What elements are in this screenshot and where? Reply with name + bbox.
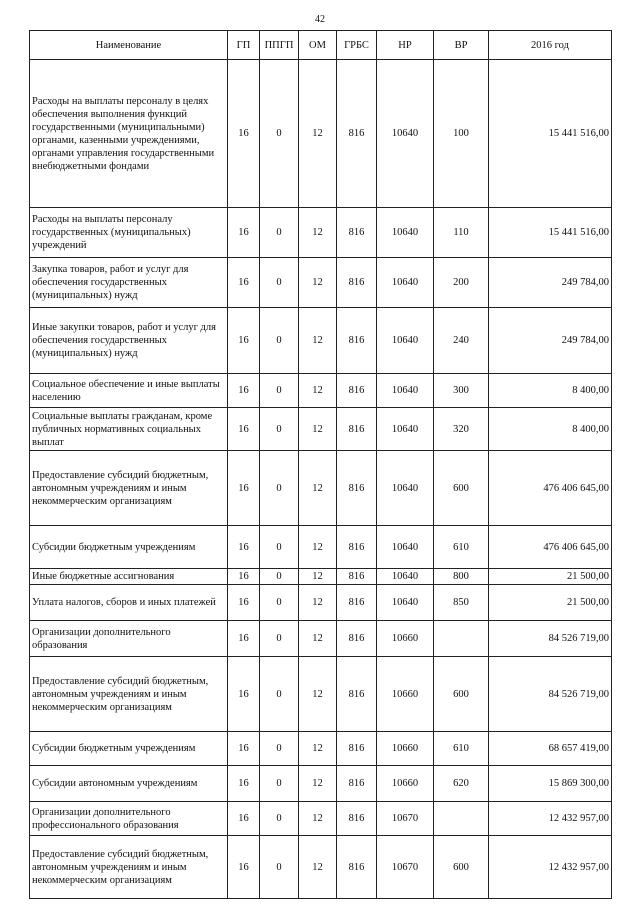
cell-ppgp: 0 bbox=[260, 766, 299, 802]
table-row bbox=[30, 408, 612, 451]
cell-grbs: 816 bbox=[337, 526, 377, 569]
table-header-row bbox=[30, 31, 612, 60]
cell-ppgp: 0 bbox=[260, 836, 299, 899]
cell-ppgp: 0 bbox=[260, 258, 299, 308]
cell-vr: 620 bbox=[434, 766, 489, 802]
header-gp: ГП bbox=[228, 31, 260, 60]
cell-vr: 200 bbox=[434, 258, 489, 308]
cell-nr: 10640 bbox=[377, 374, 434, 408]
cell-nr: 10640 bbox=[377, 258, 434, 308]
cell-amount: 8 400,00 bbox=[489, 408, 612, 451]
cell-grbs: 816 bbox=[337, 585, 377, 621]
cell-name: Уплата налогов, сборов и иных платежей bbox=[30, 585, 228, 621]
cell-om: 12 bbox=[299, 374, 337, 408]
cell-grbs: 816 bbox=[337, 408, 377, 451]
cell-om: 12 bbox=[299, 732, 337, 766]
cell-gp: 16 bbox=[228, 802, 260, 836]
cell-ppgp: 0 bbox=[260, 60, 299, 208]
cell-name: Иные закупки товаров, работ и услуг для обеспечения государственных (муниципальных) нужд bbox=[30, 308, 228, 374]
cell-gp: 16 bbox=[228, 208, 260, 258]
cell-grbs: 816 bbox=[337, 60, 377, 208]
cell-vr: 600 bbox=[434, 657, 489, 732]
cell-ppgp: 0 bbox=[260, 308, 299, 374]
table-row bbox=[30, 621, 612, 657]
cell-om: 12 bbox=[299, 585, 337, 621]
cell-vr: 110 bbox=[434, 208, 489, 258]
cell-name: Организации дополнительного образования bbox=[30, 621, 228, 657]
cell-ppgp: 0 bbox=[260, 621, 299, 657]
cell-nr: 10640 bbox=[377, 569, 434, 585]
cell-gp: 16 bbox=[228, 585, 260, 621]
header-om: ОМ bbox=[299, 31, 337, 60]
cell-om: 12 bbox=[299, 60, 337, 208]
cell-gp: 16 bbox=[228, 732, 260, 766]
cell-vr: 100 bbox=[434, 60, 489, 208]
cell-grbs: 816 bbox=[337, 766, 377, 802]
cell-amount: 249 784,00 bbox=[489, 308, 612, 374]
cell-grbs: 816 bbox=[337, 374, 377, 408]
cell-name: Предоставление субсидий бюджетным, автономным учреждениям и иным некоммерческим организациям bbox=[30, 657, 228, 732]
cell-ppgp: 0 bbox=[260, 802, 299, 836]
cell-gp: 16 bbox=[228, 657, 260, 732]
page-number: 42 bbox=[315, 14, 325, 25]
cell-om: 12 bbox=[299, 308, 337, 374]
cell-nr: 10640 bbox=[377, 408, 434, 451]
cell-amount: 15 441 516,00 bbox=[489, 60, 612, 208]
header-year: 2016 год bbox=[489, 31, 612, 60]
table-row bbox=[30, 60, 612, 208]
table-row bbox=[30, 526, 612, 569]
cell-amount: 15 869 300,00 bbox=[489, 766, 612, 802]
cell-name: Расходы на выплаты персоналу государственных (муниципальных) учреждений bbox=[30, 208, 228, 258]
cell-vr bbox=[434, 621, 489, 657]
cell-grbs: 816 bbox=[337, 836, 377, 899]
cell-gp: 16 bbox=[228, 569, 260, 585]
cell-grbs: 816 bbox=[337, 621, 377, 657]
cell-nr: 10670 bbox=[377, 836, 434, 899]
cell-amount: 21 500,00 bbox=[489, 585, 612, 621]
cell-amount: 12 432 957,00 bbox=[489, 836, 612, 899]
table-row bbox=[30, 308, 612, 374]
cell-gp: 16 bbox=[228, 836, 260, 899]
table-row bbox=[30, 451, 612, 526]
cell-gp: 16 bbox=[228, 374, 260, 408]
cell-amount: 8 400,00 bbox=[489, 374, 612, 408]
cell-grbs: 816 bbox=[337, 451, 377, 526]
cell-grbs: 816 bbox=[337, 308, 377, 374]
cell-name: Субсидии бюджетным учреждениям bbox=[30, 526, 228, 569]
cell-ppgp: 0 bbox=[260, 585, 299, 621]
cell-nr: 10640 bbox=[377, 208, 434, 258]
cell-gp: 16 bbox=[228, 60, 260, 208]
cell-name: Предоставление субсидий бюджетным, автономным учреждениям и иным некоммерческим организациям bbox=[30, 451, 228, 526]
cell-gp: 16 bbox=[228, 621, 260, 657]
cell-name: Субсидии автономным учреждениям bbox=[30, 766, 228, 802]
cell-amount: 249 784,00 bbox=[489, 258, 612, 308]
cell-name: Иные бюджетные ассигнования bbox=[30, 569, 228, 585]
table-row bbox=[30, 766, 612, 802]
cell-grbs: 816 bbox=[337, 258, 377, 308]
cell-vr: 850 bbox=[434, 585, 489, 621]
cell-name: Расходы на выплаты персоналу в целях обеспечения выполнения функций государственными (муниципальными) органами, казенными учреждениями, органами управления государственными внебюджетными фондами bbox=[30, 60, 228, 208]
cell-nr: 10670 bbox=[377, 802, 434, 836]
cell-nr: 10640 bbox=[377, 526, 434, 569]
cell-grbs: 816 bbox=[337, 569, 377, 585]
cell-om: 12 bbox=[299, 569, 337, 585]
cell-name: Социальное обеспечение и иные выплаты населению bbox=[30, 374, 228, 408]
cell-om: 12 bbox=[299, 208, 337, 258]
table-row bbox=[30, 258, 612, 308]
cell-amount: 21 500,00 bbox=[489, 569, 612, 585]
table-row bbox=[30, 657, 612, 732]
table-row bbox=[30, 374, 612, 408]
cell-ppgp: 0 bbox=[260, 451, 299, 526]
cell-nr: 10640 bbox=[377, 585, 434, 621]
table-row bbox=[30, 208, 612, 258]
table-row bbox=[30, 569, 612, 585]
cell-amount: 68 657 419,00 bbox=[489, 732, 612, 766]
cell-vr: 800 bbox=[434, 569, 489, 585]
cell-ppgp: 0 bbox=[260, 732, 299, 766]
cell-vr: 320 bbox=[434, 408, 489, 451]
cell-nr: 10660 bbox=[377, 766, 434, 802]
cell-vr: 300 bbox=[434, 374, 489, 408]
cell-grbs: 816 bbox=[337, 732, 377, 766]
cell-amount: 84 526 719,00 bbox=[489, 657, 612, 732]
cell-gp: 16 bbox=[228, 766, 260, 802]
cell-vr: 240 bbox=[434, 308, 489, 374]
cell-grbs: 816 bbox=[337, 802, 377, 836]
cell-amount: 15 441 516,00 bbox=[489, 208, 612, 258]
header-ppgp: ППГП bbox=[260, 31, 299, 60]
cell-nr: 10640 bbox=[377, 60, 434, 208]
cell-grbs: 816 bbox=[337, 208, 377, 258]
cell-ppgp: 0 bbox=[260, 569, 299, 585]
cell-om: 12 bbox=[299, 258, 337, 308]
cell-om: 12 bbox=[299, 621, 337, 657]
budget-table bbox=[29, 30, 612, 899]
cell-om: 12 bbox=[299, 526, 337, 569]
cell-nr: 10640 bbox=[377, 308, 434, 374]
cell-gp: 16 bbox=[228, 526, 260, 569]
cell-vr: 610 bbox=[434, 732, 489, 766]
cell-nr: 10660 bbox=[377, 621, 434, 657]
cell-gp: 16 bbox=[228, 308, 260, 374]
cell-ppgp: 0 bbox=[260, 526, 299, 569]
table-body bbox=[30, 60, 612, 899]
cell-amount: 12 432 957,00 bbox=[489, 802, 612, 836]
cell-om: 12 bbox=[299, 802, 337, 836]
header-nr: НР bbox=[377, 31, 434, 60]
cell-om: 12 bbox=[299, 657, 337, 732]
cell-nr: 10660 bbox=[377, 657, 434, 732]
cell-gp: 16 bbox=[228, 408, 260, 451]
header-grbs: ГРБС bbox=[337, 31, 377, 60]
cell-gp: 16 bbox=[228, 258, 260, 308]
cell-name: Организации дополнительного профессионального образования bbox=[30, 802, 228, 836]
cell-vr: 600 bbox=[434, 451, 489, 526]
cell-vr bbox=[434, 802, 489, 836]
cell-om: 12 bbox=[299, 836, 337, 899]
cell-amount: 476 406 645,00 bbox=[489, 451, 612, 526]
cell-ppgp: 0 bbox=[260, 657, 299, 732]
cell-name: Предоставление субсидий бюджетным, автономным учреждениям и иным некоммерческим организациям bbox=[30, 836, 228, 899]
cell-om: 12 bbox=[299, 766, 337, 802]
cell-om: 12 bbox=[299, 451, 337, 526]
header-vr: ВР bbox=[434, 31, 489, 60]
cell-name: Субсидии бюджетным учреждениям bbox=[30, 732, 228, 766]
cell-gp: 16 bbox=[228, 451, 260, 526]
cell-ppgp: 0 bbox=[260, 374, 299, 408]
table-row bbox=[30, 802, 612, 836]
cell-amount: 84 526 719,00 bbox=[489, 621, 612, 657]
cell-om: 12 bbox=[299, 408, 337, 451]
cell-amount: 476 406 645,00 bbox=[489, 526, 612, 569]
cell-name: Закупка товаров, работ и услуг для обеспечения государственных (муниципальных) нужд bbox=[30, 258, 228, 308]
cell-nr: 10660 bbox=[377, 732, 434, 766]
header-name: Наименование bbox=[30, 31, 228, 60]
cell-ppgp: 0 bbox=[260, 208, 299, 258]
cell-vr: 610 bbox=[434, 526, 489, 569]
table-row bbox=[30, 732, 612, 766]
cell-vr: 600 bbox=[434, 836, 489, 899]
cell-grbs: 816 bbox=[337, 657, 377, 732]
cell-nr: 10640 bbox=[377, 451, 434, 526]
table-row bbox=[30, 585, 612, 621]
cell-name: Социальные выплаты гражданам, кроме публичных нормативных социальных выплат bbox=[30, 408, 228, 451]
cell-ppgp: 0 bbox=[260, 408, 299, 451]
table-row bbox=[30, 836, 612, 899]
